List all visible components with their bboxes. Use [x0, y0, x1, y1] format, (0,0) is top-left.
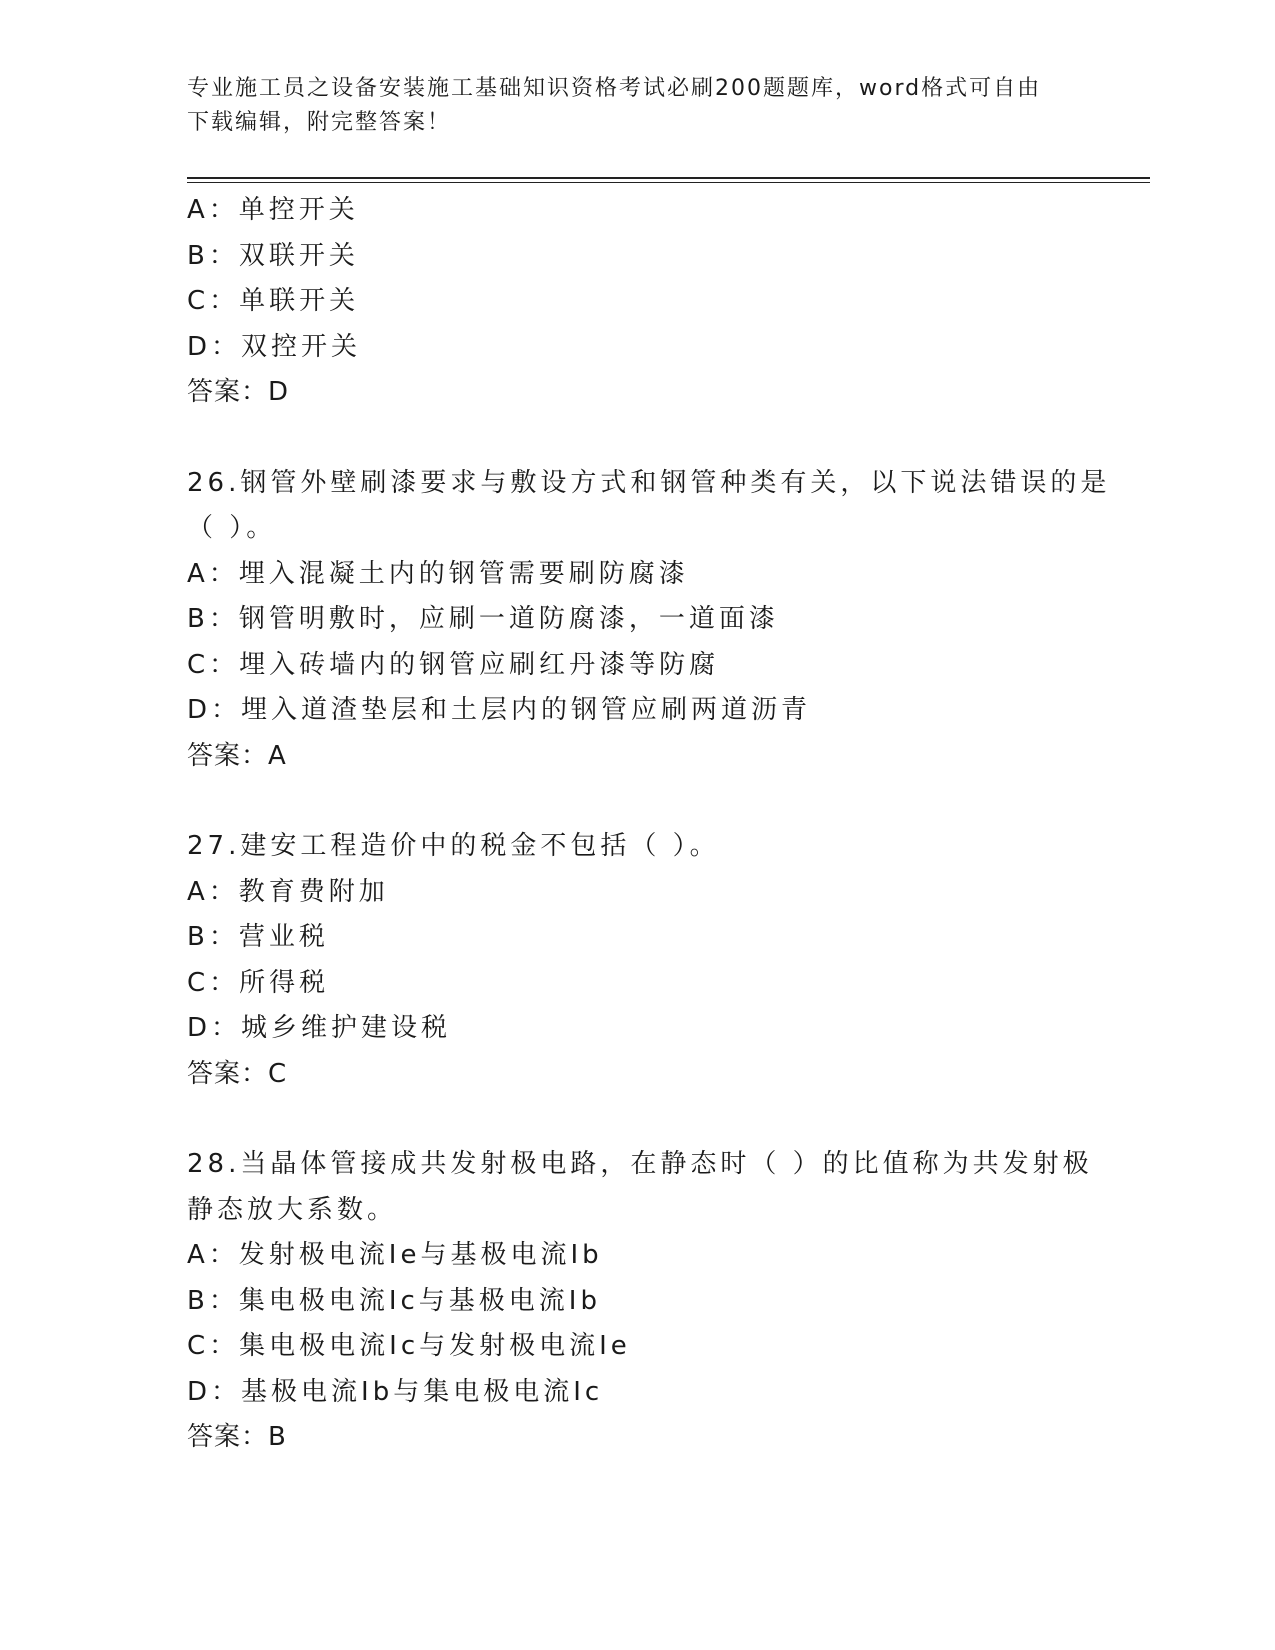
option-b: B：集电极电流Ic与基极电流Ib — [187, 1285, 601, 1316]
option-b: B：双联开关 — [187, 240, 359, 271]
document-header — [187, 72, 1067, 140]
answer-line: 答案：A — [187, 740, 287, 771]
question-block-28 — [187, 1142, 1093, 1461]
answer-line: 答案：B — [187, 1422, 287, 1452]
spacer — [187, 416, 1087, 461]
header-line-1: 专业施工员之设备安装施工基础知识资格考试必刷200题题库，word格式可自由 — [187, 76, 1042, 101]
answer-line: 答案：D — [187, 377, 290, 407]
option-d: D：埋入道渣垫层和土层内的钢管应刷两道沥青 — [187, 695, 812, 725]
question-text-line-1: 28.当晶体管接成共发射极电路，在静态时（ ）的比值称为共发射极 — [187, 1149, 1093, 1179]
option-d: D：双控开关 — [187, 331, 362, 362]
option-a: A：教育费附加 — [187, 876, 389, 907]
option-d: D：城乡维护建设税 — [187, 1013, 452, 1043]
question-block-26 — [187, 461, 1111, 780]
question-block-25 — [187, 188, 1087, 416]
spacer — [187, 779, 1087, 824]
header-divider-top — [187, 177, 1150, 179]
spacer — [187, 1097, 1087, 1142]
option-a: A：发射极电流Ie与基极电流Ib — [187, 1240, 603, 1270]
header-divider-bottom — [187, 182, 1150, 183]
option-c: C：单联开关 — [187, 286, 360, 316]
question-list — [187, 188, 1111, 1461]
option-c: C：埋入砖墙内的钢管应刷红丹漆等防腐 — [187, 649, 720, 680]
option-a: A：单控开关 — [187, 195, 359, 225]
option-c: C：集电极电流Ic与发射极电流Ie — [187, 1331, 631, 1361]
answer-line: 答案：C — [187, 1058, 288, 1089]
option-d: D：基极电流Ib与集电极电流Ic — [187, 1376, 604, 1407]
question-text-line-2: （ ）。 — [187, 513, 277, 543]
option-a: A：埋入混凝土内的钢管需要刷防腐漆 — [187, 558, 689, 589]
question-text-line-1: 27.建安工程造价中的税金不包括（ ）。 — [187, 831, 720, 861]
option-b: B：营业税 — [187, 922, 329, 952]
question-block-27 — [187, 824, 1087, 1097]
question-text-line-1: 26.钢管外壁刷漆要求与敷设方式和钢管种类有关，以下说法错误的是 — [187, 467, 1111, 498]
option-c: C：所得税 — [187, 967, 330, 998]
option-b: B：钢管明敷时，应刷一道防腐漆，一道面漆 — [187, 604, 779, 634]
question-text-line-2: 静态放大系数。 — [187, 1194, 398, 1225]
header-line-2: 下载编辑，附完整答案！ — [187, 110, 452, 135]
